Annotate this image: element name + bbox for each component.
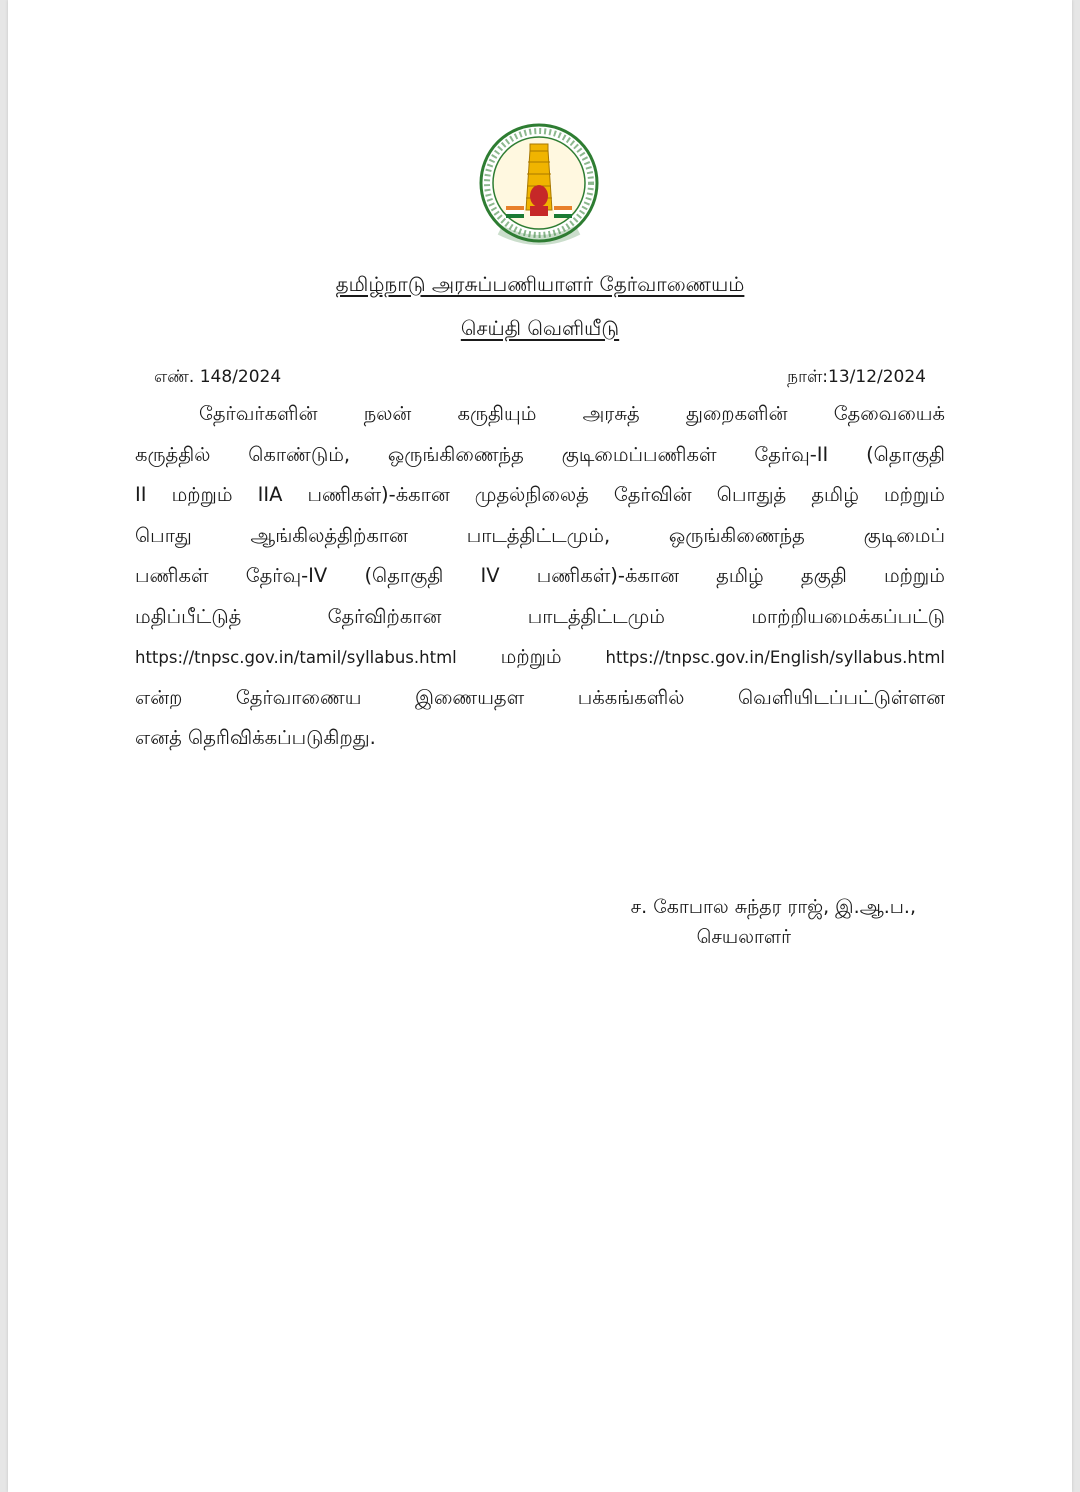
body-word: IIA (257, 483, 283, 506)
body-line (135, 524, 945, 565)
body-word: அரசுத் (582, 402, 640, 425)
page-subtitle: செய்தி வெளியீடு (460, 316, 620, 340)
signatory-title: செயலாளர் (696, 926, 791, 948)
body-word: வெளியிடப்பட்டுள்ளன (738, 685, 945, 709)
body-word: IV (480, 564, 500, 587)
body-word: பணிகள்)-க்கான (536, 564, 679, 587)
body-line (135, 564, 945, 605)
body-word: https://tnpsc.gov.in/tamil/syllabus.html (135, 648, 457, 667)
body-word: பொது (135, 523, 192, 547)
body-word: பொதுத் (716, 483, 787, 506)
body-word: தமிழ் (811, 483, 859, 506)
body-line (135, 686, 945, 727)
body-word: (தொகுதி (866, 442, 945, 466)
body-word: மற்றும் (171, 483, 233, 506)
reference-number: எண். 148/2024 (154, 367, 282, 387)
body-line (135, 726, 945, 767)
body-word: என்ற (135, 685, 183, 709)
body-word: மற்றும் (883, 564, 945, 587)
body-line (135, 402, 945, 443)
press-release-page (8, 0, 1072, 1492)
body-word: குடிமைப்பணிகள் (561, 442, 717, 466)
body-word: தேர்வர்களின் (199, 402, 318, 425)
body-line (135, 443, 945, 484)
body-word: பணிகள்)-க்கான (307, 483, 450, 506)
body-word: ஒருங்கிணைந்த (668, 523, 805, 547)
body-word: தேர்வின் (613, 483, 692, 506)
body-word: II (135, 483, 147, 506)
body-word: பணிகள் (135, 564, 209, 587)
body-word: https://tnpsc.gov.in/English/syllabus.html (605, 648, 945, 667)
body-word: எனத் தெரிவிக்கப்படுகிறது. (135, 726, 376, 749)
body-word: மற்றும் (883, 483, 945, 506)
body-line (135, 645, 945, 686)
body-word: மற்றும் (500, 645, 562, 668)
body-word: பாடத்திட்டமும் (527, 604, 665, 628)
body-word: முதல்நிலைத் (474, 483, 589, 506)
page-title: தமிழ்நாடு அரசுப்பணியாளர் தேர்வாணையம் (335, 272, 745, 296)
signatory-name: ச. கோபால சுந்தர ராஜ், இ.ஆ.ப., (630, 896, 916, 918)
body-word: நலன் (363, 402, 412, 425)
body-word: தேர்வாணைய (235, 685, 362, 709)
body-word: தமிழ் (716, 564, 764, 587)
tamil-nadu-emblem-icon (478, 122, 600, 252)
body-word: துறைகளின் (685, 402, 788, 425)
body-word: கொண்டும், (248, 442, 351, 466)
body-word: தேர்வு-II (754, 442, 829, 466)
body-word: ஆங்கிலத்திற்கான (250, 523, 408, 547)
press-release-body (135, 402, 945, 767)
body-word: பக்கங்களில் (577, 685, 685, 709)
body-word: மதிப்பீட்டுத் (135, 604, 242, 628)
body-word: தேவையைக் (833, 402, 945, 425)
body-word: இணையதள (414, 685, 525, 709)
reference-date: நாள்:13/12/2024 (787, 367, 926, 387)
body-word: கருதியும் (457, 402, 537, 425)
body-word: தகுதி (800, 564, 847, 587)
signature-block (516, 896, 916, 948)
body-word: மாற்றியமைக்கப்பட்டு (751, 604, 945, 628)
body-word: கருத்தில் (135, 442, 211, 466)
body-word: தேர்வு-IV (245, 564, 328, 587)
body-word: குடிமைப் (863, 523, 945, 547)
body-word: தேர்விற்கான (327, 604, 442, 628)
body-word: (தொகுதி (364, 564, 444, 587)
body-word: ஒருங்கிணைந்த (387, 442, 524, 466)
body-line (135, 605, 945, 646)
body-line (135, 483, 945, 524)
body-word: பாடத்திட்டமும், (466, 523, 611, 547)
